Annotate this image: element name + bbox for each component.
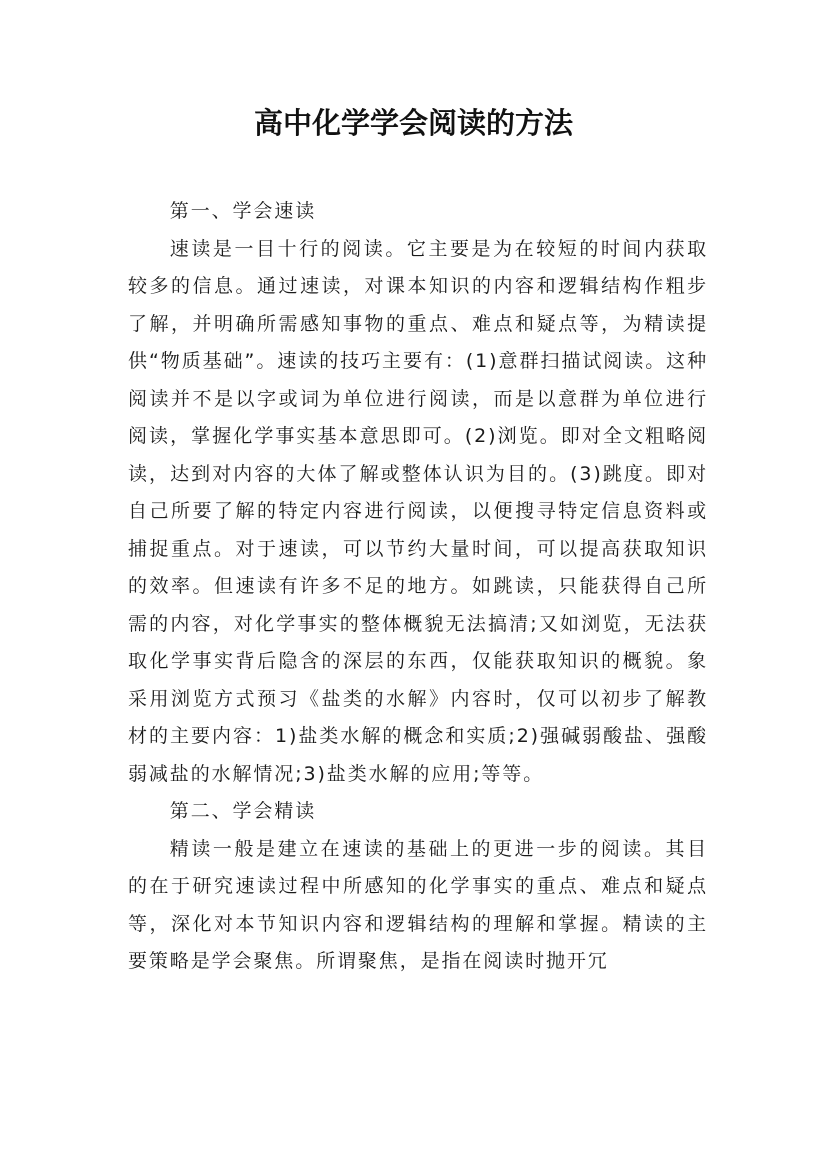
section-paragraph-intensive-reading: 精读一般是建立在速读的基础上的更进一步的阅读。其目的在于研究速读过程中所感知的化学事实的重点、难点和疑点等，深化对本节知识内容和逻辑结构的理解和掌握。精读的主要策略是学会聚焦。所谓聚焦，是指在阅读时抛开冗	[128, 837, 708, 972]
document-body	[128, 193, 708, 981]
document-title: 高中化学学会阅读的方法	[253, 106, 573, 140]
section-heading-intensive-reading: 第二、学会精读	[169, 800, 317, 822]
section-paragraph-speed-reading: 速读是一目十行的阅读。它主要是为在较短的时间内获取较多的信息。通过速读，对课本知识的内容和逻辑结构作粗步了解，并明确所需感知事物的重点、难点和疑点等，为精读提供“物质基础”。速读的技巧主要有：(1)意群扫描试阅读。这种阅读并不是以字或词为单位进行阅读，而是以意群为单位进行阅读，掌握化学事实基本意思即可。(2)浏览。即对全文粗略阅读，达到对内容的大体了解或整体认识为目的。(3)跳度。即对自己所要了解的特定内容进行阅读，以便搜寻特定信息资料或捕捉重点。对于速读，可以节约大量时间，可以提高获取知识的效率。但速读有许多不足的地方。如跳读，只能获得自己所需的内容，对化学事实的整体概貌无法搞清;又如浏览，无法获取化学事实背后隐含的深层的东西，仅能获取知识的概貌。象采用浏览方式预习《盐类的水解》内容时，仅可以初步了解教材的主要内容：1)盐类水解的概念和实质;2)强碱弱酸盐、强酸弱减盐的水解情况;3)盐类水解的应用;等等。	[128, 237, 708, 785]
section-heading-speed-reading: 第一、学会速读	[169, 200, 317, 222]
